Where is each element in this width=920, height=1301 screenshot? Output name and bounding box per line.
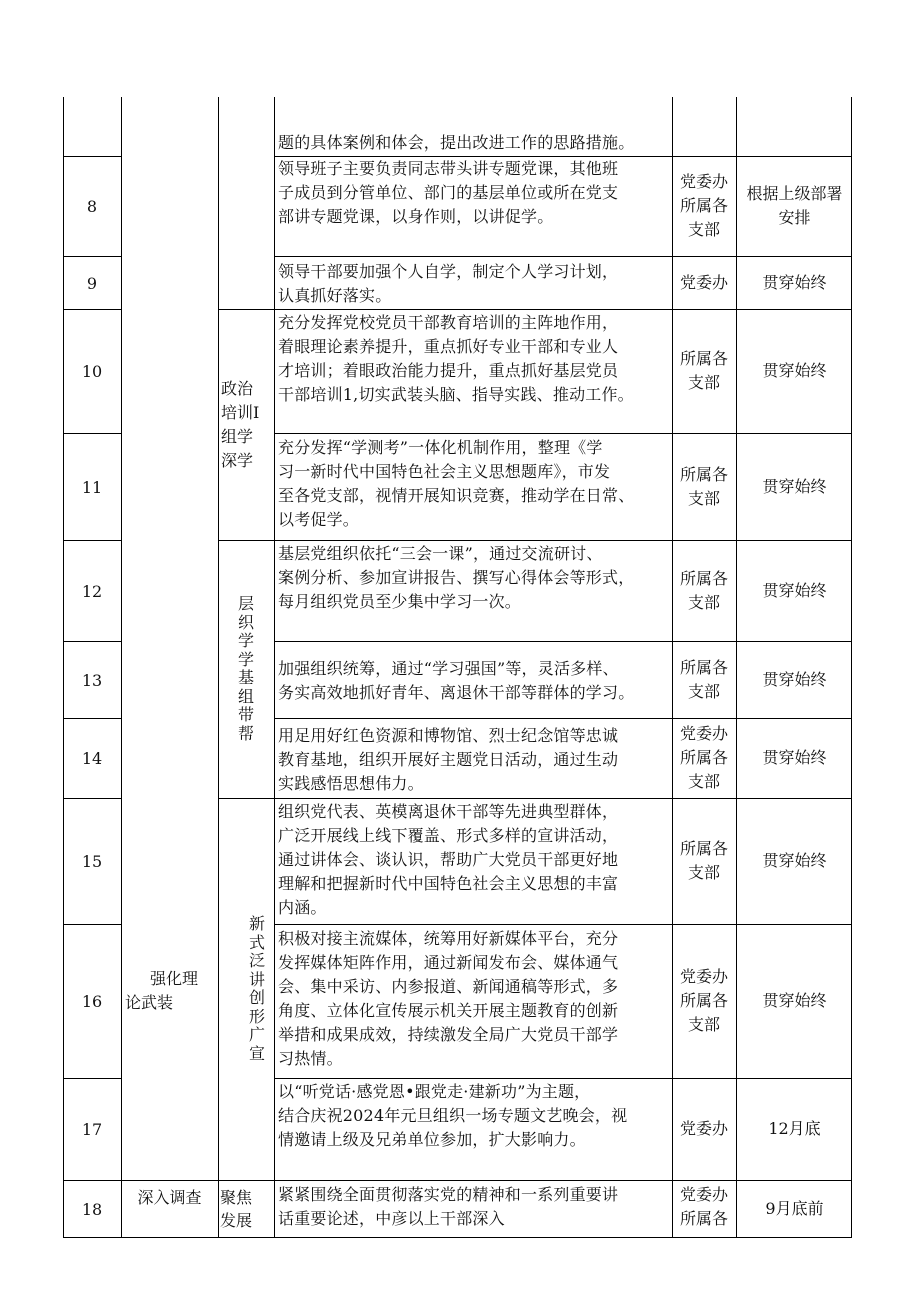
deadline-line: 贯穿始终 (762, 670, 827, 689)
table-rule-horizontal (274, 309, 852, 310)
deadline-line: 贯穿始终 (762, 477, 827, 496)
deadline-line: 贯穿始终 (762, 361, 827, 380)
content-text-line: 举措和成果成效，持续激发全局广大党员干部学 (278, 1025, 619, 1044)
content-text-line: 以考促学。 (278, 510, 360, 529)
content-text-line: 案例分析、参加宣讲报告、撰写心得体会等形式， (278, 568, 635, 587)
content-text-line: 认真抓好落实。 (278, 286, 392, 305)
group-label-vertical: 式 (248, 932, 265, 952)
row-number: 13 (81, 670, 103, 690)
group-label-vertical: 基 (237, 668, 254, 687)
responsible-dept-line: 党委办 (679, 724, 728, 743)
content-text-line: 广泛开展线上线下覆盖、形式多样的宣讲活动， (278, 826, 619, 845)
content-text-line: 角度、立体化宣传展示机关开展主题教育的创新 (278, 1001, 619, 1020)
group-label-vertical: 帮 (237, 723, 254, 743)
deadline-line: 贯穿始终 (762, 991, 827, 1010)
content-text-line: 务实高效地抓好青年、离退休干部等群体的学习。 (278, 683, 635, 702)
table-rule-horizontal (274, 641, 852, 642)
table-rule-horizontal (274, 540, 852, 541)
table-rule-horizontal (63, 1078, 122, 1079)
table-rule-horizontal (63, 641, 122, 642)
category-label: 强化理 (150, 969, 199, 988)
responsible-dept-line: 所属各 (679, 1209, 728, 1228)
deadline-line: 根据上级部署 (746, 184, 843, 203)
content-text-line: 领导班子主要负责同志带头讲专题党课，其他班 (278, 159, 619, 178)
table-rule-horizontal (218, 540, 275, 541)
content-text-line: 至各党支部，视情开展知识竞赛，推动学在日常、 (278, 486, 635, 505)
responsible-dept-line: 支部 (687, 863, 720, 882)
table-rule-horizontal (121, 1237, 219, 1238)
responsible-dept-line: 所属各 (679, 748, 728, 767)
row-number: 18 (81, 1199, 103, 1219)
table-rule-horizontal (63, 309, 122, 310)
row-number: 10 (81, 362, 103, 381)
content-text-line: 内涵。 (278, 898, 327, 917)
content-text-line: 教育基地，组织开展好主题党日活动，通过生动 (278, 750, 619, 769)
group-label-vertical: 层 (237, 594, 254, 613)
group-label-vertical: 新 (248, 914, 265, 933)
group-label-vertical: 创 (248, 988, 265, 1007)
responsible-dept-line: 支部 (687, 772, 720, 791)
row-number: 12 (81, 581, 103, 601)
table-rule-horizontal (63, 1237, 122, 1238)
row-number: 16 (81, 992, 103, 1011)
content-text-line: 以“听党话·感党恩•跟党走·建新功”为主题， (278, 1082, 591, 1101)
table-rule-horizontal (218, 1237, 275, 1238)
content-text-line: 结合庆祝2024年元旦组织一场专题文艺晚会，视 (278, 1106, 628, 1125)
content-text-line: 通过讲体会、谈认识，帮助广大党员干部更好地 (278, 850, 619, 869)
content-text-line: 题的具体案例和体会，提出改进工作的思路措施。 (278, 133, 635, 152)
content-text-line: 充分发挥党校党员干部教育培训的主阵地作用， (278, 313, 619, 332)
content-text-line: 习一新时代中国特色社会主义思想题库》，市发 (278, 462, 611, 481)
table-rule-horizontal (121, 1180, 219, 1181)
responsible-dept-line: 所属各 (679, 569, 728, 588)
group-label: 组学 (221, 427, 254, 446)
responsible-dept-line: 所属各 (679, 991, 728, 1010)
responsible-dept-line: 支部 (687, 489, 720, 508)
table-rule-horizontal (274, 1078, 852, 1079)
table-rule-horizontal (63, 718, 122, 719)
content-text-line: 部讲专题党课，以身作则，以讲促学。 (278, 207, 554, 226)
responsible-dept-line: 支部 (687, 220, 720, 239)
deadline-line: 12月底 (768, 1119, 821, 1138)
table-rule-horizontal (63, 540, 122, 541)
table-rule-vertical (274, 97, 275, 1238)
table-rule-horizontal (63, 156, 122, 157)
responsible-dept-line: 支部 (687, 682, 720, 701)
content-text-line: 加强组织统筹，通过“学习强国”等，灵活多样、 (278, 659, 619, 678)
responsible-dept-line: 党委办 (679, 1185, 728, 1204)
group-label-vertical: 带 (237, 705, 254, 724)
responsible-dept-line: 支部 (687, 373, 720, 392)
category-label: 论武装 (125, 993, 174, 1012)
content-text-line: 用足用好红色资源和博物馆、烈士纪念馆等忠诚 (278, 726, 619, 745)
responsible-dept-line: 所属各 (679, 349, 728, 368)
table-rule-vertical (218, 97, 219, 310)
table-rule-vertical (121, 97, 122, 1238)
group-label: 发展 (220, 1211, 253, 1230)
content-text-line: 会、集中采访、内参报道、新闻通稿等形式，多 (278, 977, 619, 996)
group-label-vertical: 形 (248, 1006, 265, 1026)
deadline-line: 贯穿始终 (762, 581, 827, 600)
table-rule-horizontal (218, 798, 275, 799)
deadline-line: 贯穿始终 (762, 748, 827, 767)
content-text-line: 紧紧围绕全面贯彻落实党的精神和一系列重要讲 (278, 1185, 619, 1204)
content-text-line: 话重要论述，中彦以上干部深入 (278, 1209, 505, 1228)
responsible-dept-line: 所属各 (679, 196, 728, 215)
responsible-dept-line: 党委办 (679, 1119, 728, 1138)
content-text-line: 着眼理论素养提升，重点抓好专业干部和专业人 (278, 337, 619, 356)
group-label-vertical: 组 (237, 686, 254, 706)
table-rule-vertical (218, 309, 219, 1238)
group-label-vertical: 学 (237, 649, 254, 669)
deadline-line: 贯穿始终 (762, 851, 827, 870)
content-text-line: 充分发挥“学测考”一体化机制作用，整理《学 (278, 438, 603, 457)
responsible-dept-line: 党委办 (679, 967, 728, 986)
content-text-line: 子成员到分管单位、部门的基层单位或所在党支 (278, 183, 619, 202)
responsible-dept-line: 党委办 (679, 273, 728, 292)
row-number: 17 (81, 1120, 103, 1139)
table-rule-vertical (63, 97, 64, 1238)
group-label: 聚焦 (220, 1188, 253, 1207)
row-number: 14 (81, 749, 103, 768)
content-text-line: 情邀请上级及兄弟单位参加，扩大影响力。 (278, 1130, 586, 1149)
group-label-vertical: 学 (237, 631, 254, 650)
row-number: 15 (81, 852, 103, 871)
table-rule-horizontal (218, 1180, 275, 1181)
content-text-line: 组织党代表、英模离退休干部等先进典型群体， (278, 802, 619, 821)
table-rule-horizontal (63, 433, 122, 434)
table-rule-horizontal (218, 309, 275, 310)
responsible-dept-line: 支部 (687, 593, 720, 612)
responsible-dept-line: 所属各 (679, 658, 728, 677)
group-label-vertical: 宣 (248, 1043, 265, 1063)
row-number: 11 (81, 477, 103, 497)
deadline-line: 9月底前 (765, 1199, 824, 1218)
content-text-line: 领导干部要加强个人自学，制定个人学习计划， (278, 262, 619, 281)
table-rule-horizontal (63, 256, 122, 257)
responsible-dept-line: 所属各 (679, 465, 728, 484)
content-text-line: 积极对接主流媒体，统筹用好新媒体平台，充分 (278, 929, 619, 948)
responsible-dept-line: 支部 (687, 1015, 720, 1034)
deadline-line: 贯穿始终 (762, 273, 827, 292)
group-label: 培训I (221, 403, 260, 422)
table-rule-horizontal (274, 718, 852, 719)
deadline-line: 安排 (778, 208, 811, 227)
content-text-line: 基层党组织依托“三会一课”，通过交流研讨、 (278, 544, 603, 563)
table-rule-horizontal (274, 1180, 852, 1181)
content-text-line: 干部培训1,切实武装头脑、指导实践、推动工作。 (278, 385, 634, 404)
content-text-line: 每月组织党员至少集中学习一次。 (278, 592, 522, 611)
table-rule-horizontal (274, 433, 852, 434)
content-text-line: 理解和把握新时代中国特色社会主义思想的丰富 (278, 874, 619, 893)
row-number: 8 (86, 197, 98, 216)
table-rule-horizontal (274, 256, 852, 257)
responsible-dept-line: 党委办 (679, 172, 728, 191)
content-text-line: 习热情。 (278, 1049, 343, 1068)
row-number: 9 (86, 273, 98, 293)
table-rule-horizontal (274, 1237, 852, 1238)
group-label-vertical: 织 (237, 612, 254, 632)
content-text-line: 才培训；着眼政治能力提升，重点抓好基层党员 (278, 361, 619, 380)
table-rule-horizontal (274, 924, 852, 925)
category-label: 深入调查 (137, 1188, 202, 1207)
table-rule-horizontal (63, 798, 122, 799)
table-rule-horizontal (63, 1180, 122, 1181)
responsible-dept-line: 所属各 (679, 839, 728, 858)
group-label-vertical: 泛 (248, 951, 265, 970)
group-label: 政治 (221, 379, 254, 398)
content-text-line: 发挥媒体矩阵作用，通过新闻发布会、媒体通气 (278, 953, 619, 972)
table-rule-horizontal (274, 798, 852, 799)
group-label: 深学 (221, 451, 254, 470)
group-label-vertical: 讲 (248, 969, 265, 989)
table-rule-horizontal (63, 924, 122, 925)
content-text-line: 实践感悟思想伟力。 (278, 774, 424, 793)
group-label-vertical: 广 (248, 1025, 265, 1044)
